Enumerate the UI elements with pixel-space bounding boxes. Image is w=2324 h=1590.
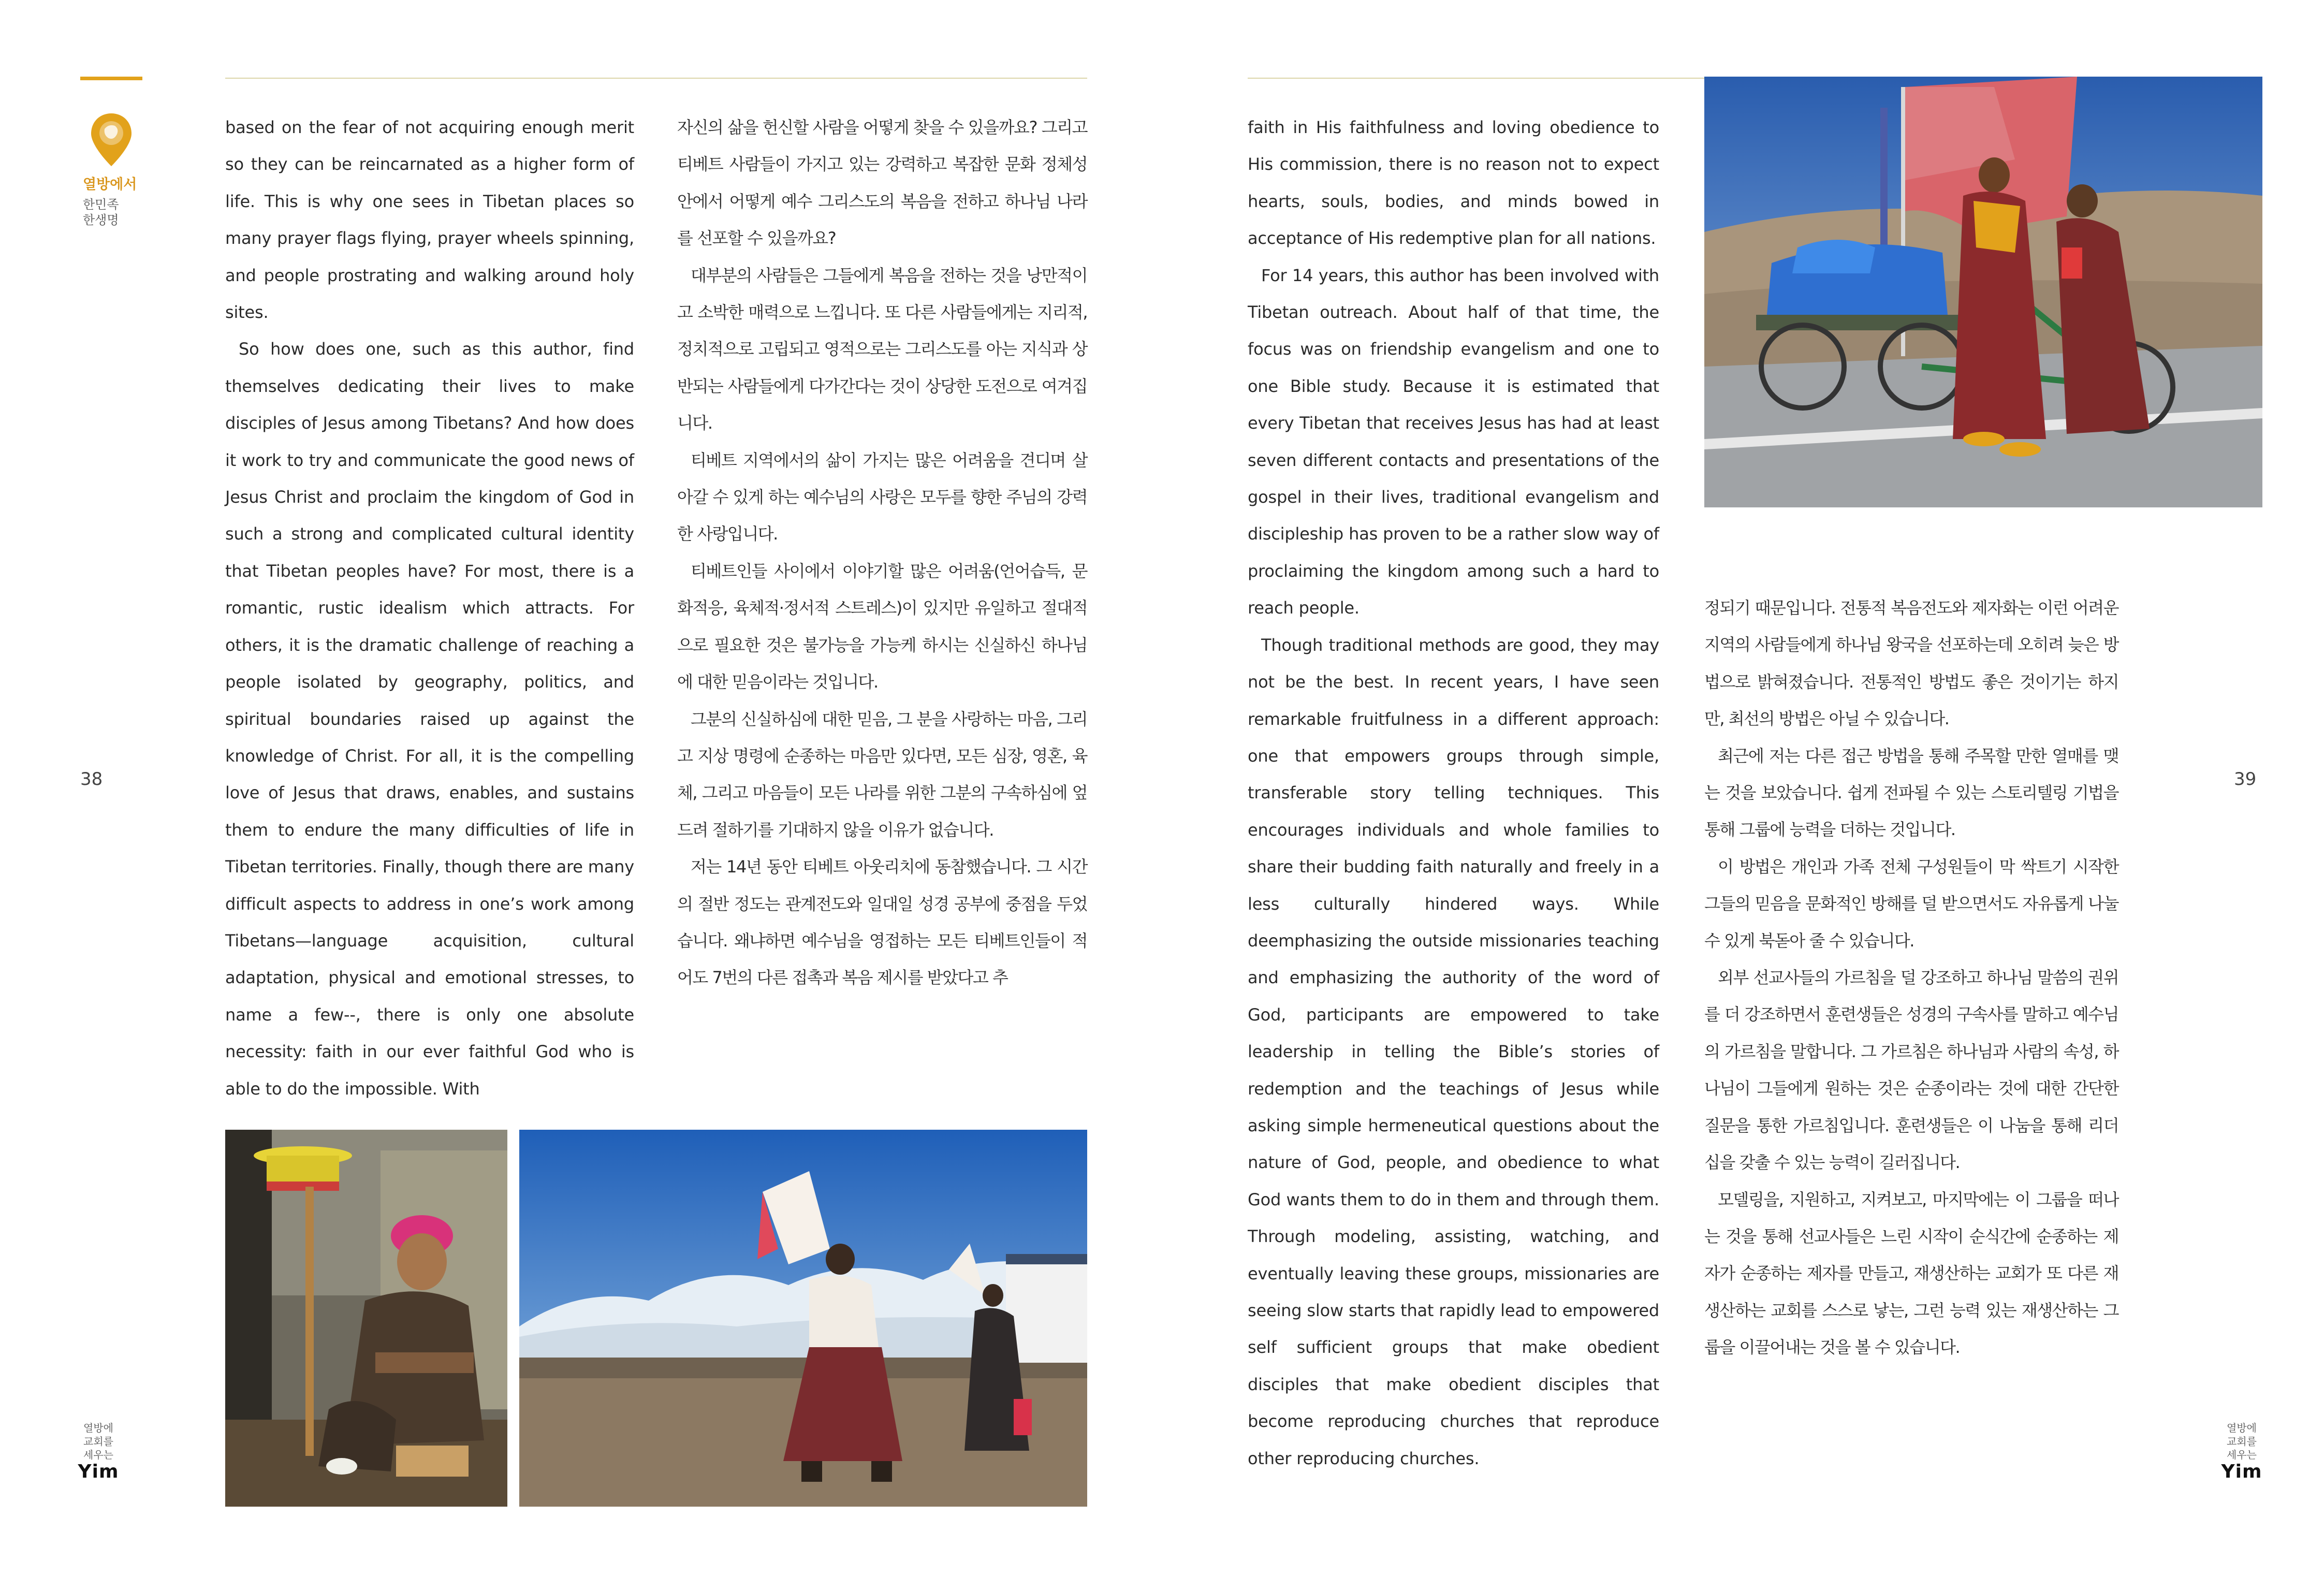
footer-text: 교회를 — [2227, 1435, 2257, 1448]
footer-logo-left — [78, 1421, 119, 1482]
paragraph: For 14 years, this author has been involved with Tibetan outreach. About half of that time, the focus was on friendship evangelism and one to one Bible study. Because it is estimated that every Tibetan that receives Jesus has had at least seven different contacts and presentations of the gospel in their lives, traditional evangelism and discipleship has proven to be a rather slow way of proclaiming the kingdom among such a hard to reach people. — [1248, 265, 1659, 618]
footer-text: 열방에 — [2227, 1422, 2257, 1434]
paragraph: 자신의 삶을 헌신할 사람을 어떻게 찾을 수 있을까요? 그리고 티베트 사람들이 가지고 있는 강력하고 복잡한 문화 정체성 안에서 어떻게 예수 그리스도의 복음을 전하고 하나님 나라를 선포할 수 있을까요? — [677, 118, 1087, 249]
korean-column-left — [677, 109, 1087, 997]
woman-with-prayer-wheel-photo — [225, 1130, 507, 1507]
paragraph: 그분의 신실하심에 대한 믿음, 그 분을 사랑하는 마음, 그리고 지상 명령에 순종하는 마음만 있다면, 모든 심장, 영혼, 육체, 그리고 마음들이 모든 나라를 위한 그분의 구속하심에 엎드려 절하기를 기대하지 않을 이유가 없습니다. — [677, 709, 1087, 840]
english-column-right — [1248, 109, 1659, 1477]
paragraph: 티베트인들 사이에서 이야기할 많은 어려움(언어습득, 문화적응, 육체적·정서적 스트레스)이 있지만 유일하고 절대적으로 필요한 것은 불가능을 가능케 하시는 신실하신 하나님에 대한 믿음이라는 것입니다. — [677, 561, 1087, 692]
page-number-right: 39 — [2234, 769, 2257, 790]
footer-text: 열방에 — [83, 1422, 113, 1434]
paragraph: 티베트 지역에서의 삶이 가지는 많은 어려움을 견디며 살아갈 수 있게 하는 예수님의 사랑은 모두를 향한 주님의 강력한 사랑입니다. — [677, 450, 1087, 544]
footer-brand: Yim — [2221, 1461, 2262, 1482]
location-pin-icon — [88, 111, 135, 168]
paragraph: 대부분의 사람들은 그들에게 복음을 전하는 것을 낭만적이고 소박한 매력으로 느낍니다. 또 다른 사람들에게는 지리적, 정치적으로 고립되고 영적으로는 그리스도를 아는 지식과 상반되는 사람들에게 다가간다는 것이 상당한 도전으로 여겨집니다. — [677, 265, 1087, 433]
footer-text: 교회를 — [83, 1435, 113, 1448]
paragraph: 정되기 때문입니다. 전통적 복음전도와 제자화는 이런 어려운 지역의 사람들에게 하나님 왕국을 선포하는데 오히려 늦은 방법으로 밝혀졌습니다. 전통적인 방법도 좋은 것이기는 하지만, 최선의 방법은 아닐 수 있습니다. — [1704, 598, 2118, 729]
footer-text: 세우는 — [83, 1449, 113, 1461]
top-rule-left — [225, 78, 1087, 79]
paragraph: Though traditional methods are good, they may not be the best. In recent years, I have seen remarkable fruitfulness in a different approach: one that empowers groups through simple, transferable story telling techniques. This encourages individuals and whole families to share their budding faith naturally and freely in a less culturally hindered ways. While deemphasizing the outside missionaries teaching and emphasizing the authority of the word of God, participants are empowered to take leadership in telling the Bible’s stories of redemption and the teachings of Jesus while asking simple hermeneutical questions about the nature of God, people, and obedience to what God wants them to do in them and through them. Through modeling, assisting, watching, and eventually leaving these groups, missionaries are seeing slow starts that rapidly lead to empowered self sufficient groups that make obedient disciples that make obedient disciples that become reproducing churches that reproduce other reproducing churches. — [1248, 635, 1659, 1468]
accent-rule — [80, 77, 142, 80]
paragraph: 이 방법은 개인과 가족 전체 구성원들이 막 싹트기 시작한 그들의 믿음을 문화적인 방해를 덜 받으면서도 자유롭게 나눌 수 있게 북돋아 줄 수 있습니다. — [1704, 856, 2118, 951]
footer-text: 세우는 — [2227, 1449, 2257, 1461]
korean-column-right — [1704, 590, 2118, 1366]
paragraph: based on the fear of not acquiring enough merit so they can be reincarnated as a higher form of life. This is why one sees in Tibetan places so many prayer flags flying, prayer wheels spinning, and people prostrating and walking around holy sites. — [225, 118, 634, 323]
paragraph: So how does one, such as this author, find themselves dedicating their lives to make disciples of Jesus among Tibetans? And how does it work to try and communicate the good news of Jesus Christ and proclaim the kingdom of God in such a strong and complicated cultural identity that Tibetan peoples have? For most, there is a romantic, rustic idealism which attracts. For others, it is the dramatic challenge of reaching a people isolated by geography, politics, and spiritual boundaries raised up against the knowledge of Christ. For all, it is the compelling love of Jesus that draws, enables, and sustains them to endure the many difficulties of life in Tibetan territories. Finally, though there are many difficult aspects to address in one’s work among Tibetans—language acquisition, cultural adaptation, physical and emotional stresses, to name a few--, there is only one absolute necessity: faith in our ever faithful God who is able to do the impossible. With — [225, 339, 634, 1099]
paragraph: 모델링을, 지원하고, 지켜보고, 마지막에는 이 그룹을 떠나는 것을 통해 선교사들은 느린 시작이 순식간에 순종하는 제자가 순종하는 제자를 만들고, 재생산하는 교회가 또 다른 재생산하는 교회를 스스로 낳는, 그런 능력 있는 재생산하는 그룹을 이끌어내는 것을 볼 수 있습니다. — [1704, 1189, 2118, 1358]
top-rule-right — [1248, 78, 1704, 79]
page-number-left: 38 — [80, 769, 103, 790]
sidebar-subtitle-line: 한민족 — [83, 197, 119, 212]
sidebar-category: 열방에서 — [83, 177, 137, 193]
paragraph: 최근에 저는 다른 접근 방법을 통해 주목할 만한 열매를 맺는 것을 보았습니다. 쉽게 전파될 수 있는 스토리텔링 기법을 통해 그룹에 능력을 더하는 것입니다. — [1704, 746, 2118, 840]
footer-brand: Yim — [78, 1461, 119, 1482]
sidebar-subtitle-line: 한생명 — [83, 213, 119, 227]
paragraph: 저는 14년 동안 티베트 아웃리치에 동참했습니다. 그 시간의 절반 정도는 관계전도와 일대일 성경 공부에 중점을 두었습니다. 왜냐하면 예수님을 영접하는 모든 티베트인들이 적어도 7번의 다른 접촉과 복음 제시를 받았다고 추 — [677, 857, 1087, 988]
paragraph: faith in His faithfulness and loving obedience to His commission, there is no reason not to expect hearts, souls, bodies, and minds bowed in acceptance of His redemptive plan for all nations. — [1248, 118, 1659, 249]
english-column-left — [225, 109, 634, 1107]
monks-with-bicycle-cart-photo — [1704, 77, 2262, 507]
dancers-on-plateau-photo — [519, 1130, 1087, 1507]
footer-logo-right — [2221, 1421, 2262, 1482]
paragraph: 외부 선교사들의 가르침을 덜 강조하고 하나님 말씀의 권위를 더 강조하면서 훈련생들은 성경의 구속사를 말하고 예수님의 가르침을 말합니다. 그 가르침은 하나님과 사람의 속성, 하나님이 그들에게 원하는 것은 순종이라는 것에 대한 간단한 질문을 통한 가르침입니다. 훈련생들은 이 나눔을 통해 리더십을 갖출 수 있는 능력이 길러집니다. — [1704, 968, 2118, 1173]
